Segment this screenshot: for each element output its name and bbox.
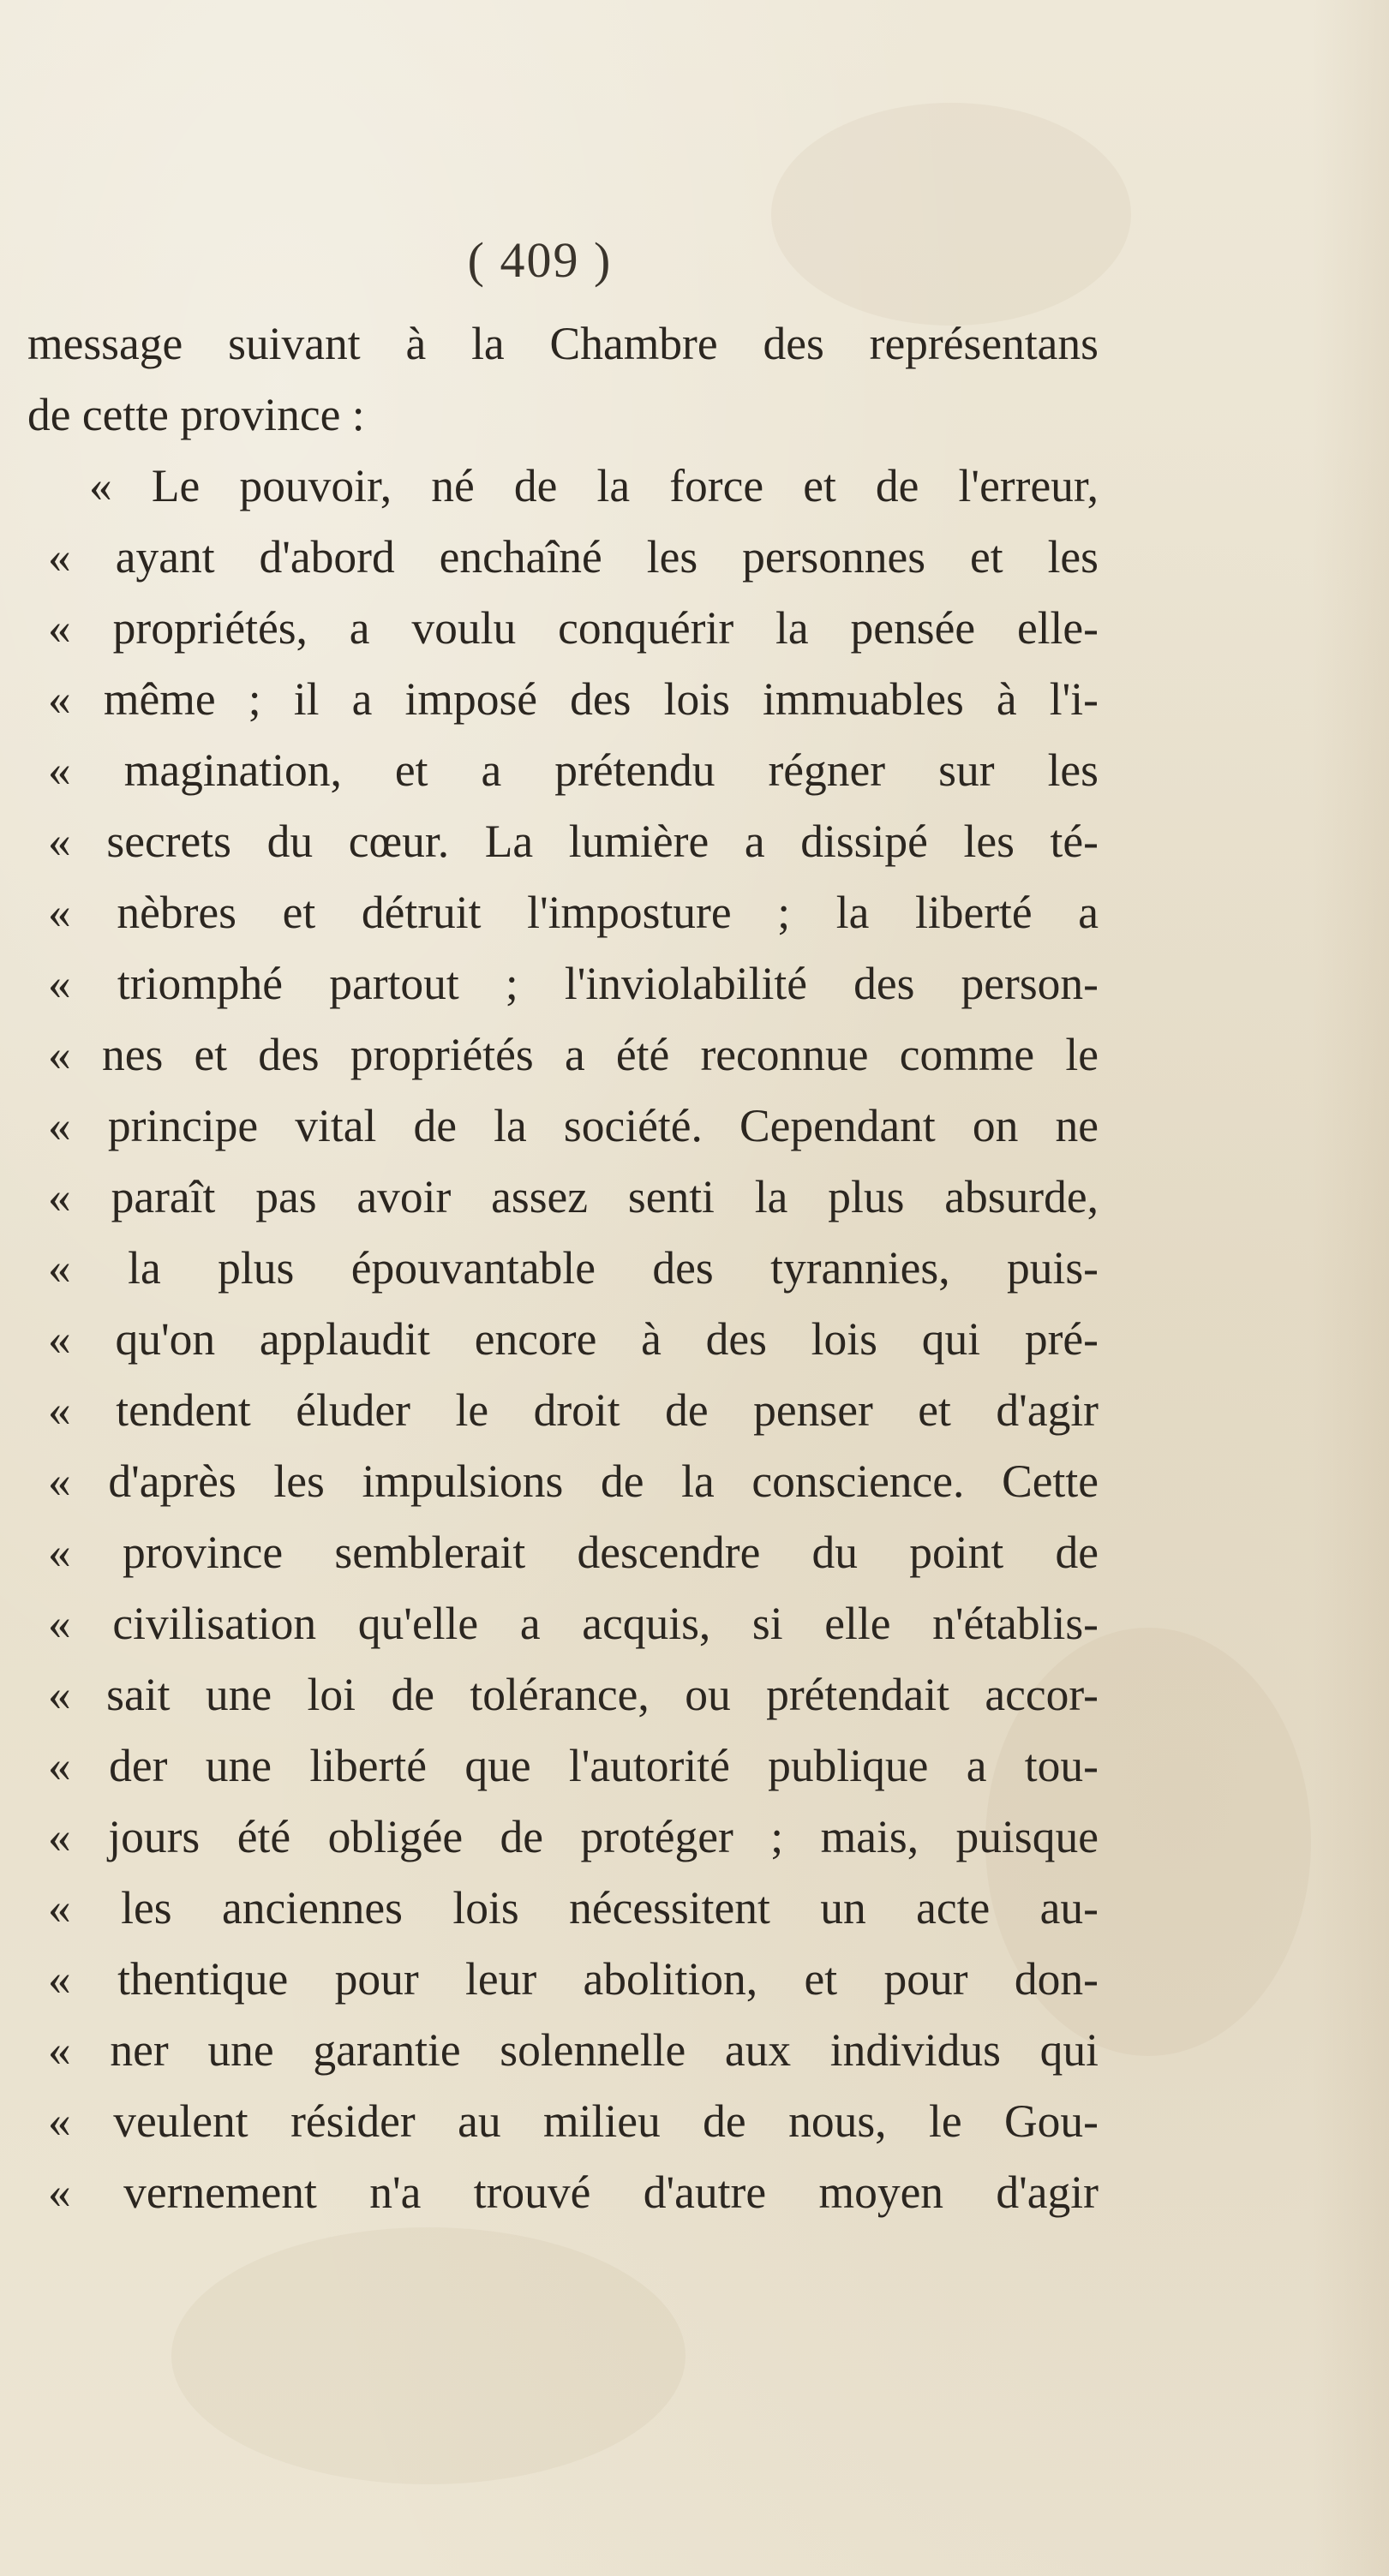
- text-line: « secrets du cœur. La lumière a dissipé les té-: [48, 816, 1099, 867]
- text-line: « propriétés, a voulu conquérir la pensée elle-: [48, 602, 1099, 654]
- text-line: « der une liberté que l'autorité publique a tou-: [48, 1740, 1099, 1791]
- text-line: « la plus épouvantable des tyrannies, puis-: [48, 1242, 1099, 1294]
- text-line: message suivant à la Chambre des représentans: [27, 318, 1099, 369]
- text-line: « thentique pour leur abolition, et pour don-: [48, 1953, 1099, 2005]
- text-line: « ner une garantie solennelle aux individus qui: [48, 2024, 1099, 2076]
- text-line: « nèbres et détruit l'imposture ; la liberté a: [48, 887, 1099, 938]
- text-line: « Le pouvoir, né de la force et de l'erreur,: [89, 460, 1099, 511]
- text-line: « province semblerait descendre du point de: [48, 1527, 1099, 1578]
- text-line: « sait une loi de tolérance, ou prétendait accor-: [48, 1669, 1099, 1720]
- text-line: « principe vital de la société. Cependant on ne: [48, 1100, 1099, 1151]
- text-line: « même ; il a imposé des lois immuables à l'i-: [48, 673, 1099, 725]
- page-edge-shadow: [1312, 0, 1389, 2576]
- text-line: « les anciennes lois nécessitent un acte au-: [48, 1882, 1099, 1933]
- text-line: « magination, et a prétendu régner sur les: [48, 744, 1099, 796]
- text-line: « vernement n'a trouvé d'autre moyen d'agir: [48, 2167, 1099, 2218]
- text-line: « qu'on applaudit encore à des lois qui pré-: [48, 1313, 1099, 1365]
- paper-stain: [171, 2227, 686, 2484]
- text-line: « jours été obligée de protéger ; mais, puisque: [48, 1811, 1099, 1862]
- paper-stain: [771, 103, 1131, 326]
- text-line: « d'après les impulsions de la conscience. Cette: [48, 1455, 1099, 1507]
- page-number: ( 409 ): [467, 232, 613, 288]
- text-line: « nes et des propriétés a été reconnue comme le: [48, 1029, 1099, 1080]
- text-line: « tendent éluder le droit de penser et d'agir: [48, 1384, 1099, 1436]
- text-line: « ayant d'abord enchaîné les personnes et les: [48, 531, 1099, 583]
- text-line: « triomphé partout ; l'inviolabilité des person-: [48, 958, 1099, 1009]
- text-line: « civilisation qu'elle a acquis, si elle n'établis-: [48, 1598, 1099, 1649]
- page-body-text: [27, 308, 1099, 2228]
- text-line: « veulent résider au milieu de nous, le Gou-: [48, 2095, 1099, 2147]
- text-line: de cette province :: [27, 389, 365, 440]
- text-line: « paraît pas avoir assez senti la plus absurde,: [48, 1171, 1099, 1222]
